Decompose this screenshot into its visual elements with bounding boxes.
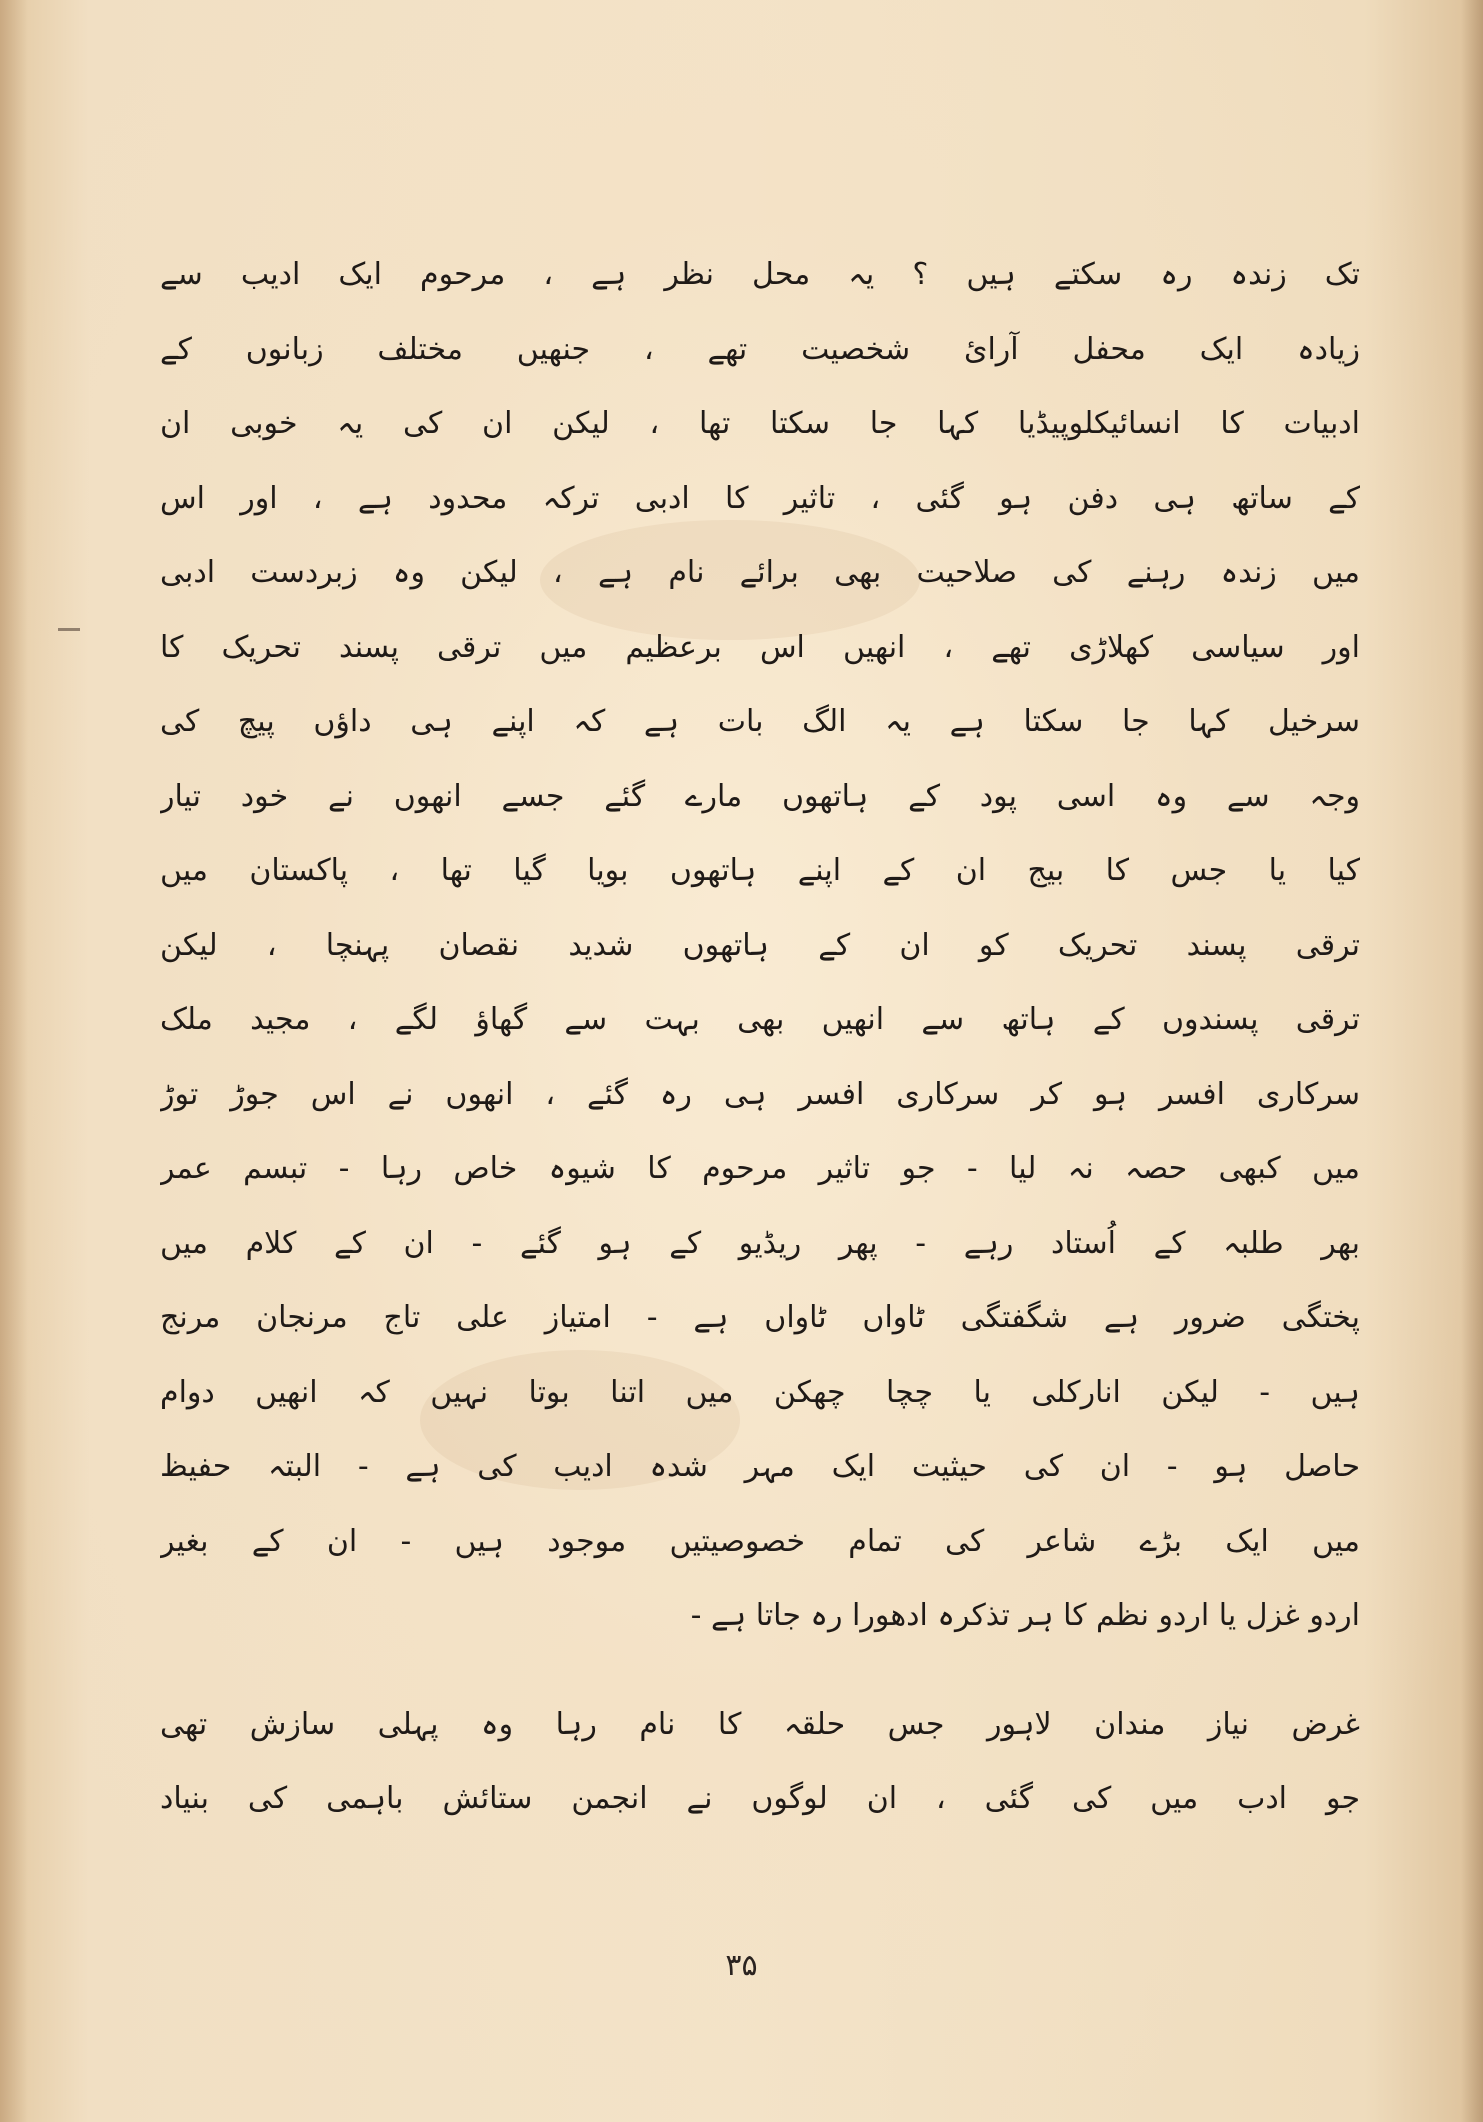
text-line: جو ادب میں کی گئی ، ان لوگوں نے انجمن ستائش باہمی کی بنیاد [160,1781,1360,1816]
paragraph-1 [160,238,1360,1654]
text-line: وجہ سے وہ اسی پود کے ہاتھوں مارے گئے جسے انھوں نے خود تیار [160,778,1360,814]
text-line: پختگی ضرور ہے شگفتگی ٹاواں ٹاواں ہے - امتیاز علی تاج مرنجان مرنج [160,1300,1360,1335]
text-line: زیادہ ایک محفل آرائ شخصیت تھے ، جنھیں مختلف زبانوں کے [160,331,1360,367]
page-number: ۳۵ [725,1948,758,1983]
text-line: میں ایک بڑے شاعر کی تمام خصوصیتیں موجود ہیں - ان کے بغیر [160,1523,1360,1559]
body-text [160,238,1360,1837]
margin-mark [58,628,80,631]
text-line: کیا یا جس کا بیج ان کے اپنے ہاتھوں بویا گیا تھا ، پاکستان میں [160,853,1360,888]
text-line: ادبیات کا انسائیکلوپیڈیا کہا جا سکتا تھا ، لیکن ان کی یہ خوبی ان [160,406,1360,441]
text-line: بھر طلبہ کے اُستاد رہے - پھر ریڈیو کے ہو گئے - ان کے کلام میں [160,1225,1360,1261]
text-line: ترقی پسند تحریک کو ان کے ہاتھوں شدید نقصان پہنچا ، لیکن [160,927,1360,963]
text-line: اور سیاسی کھلاڑی تھے ، انھیں اس برعظیم میں ترقی پسند تحریک کا [160,629,1360,665]
text-line: ترقی پسندوں کے ہاتھ سے انھیں بھی بہت سے گھاؤ لگے ، مجید ملک [160,1002,1360,1037]
text-line: تک زندہ رہ سکتے ہیں ؟ یہ محل نظر ہے ، مرحوم ایک ادیب سے [160,257,1360,292]
text-line: اردو غزل یا اردو نظم کا ہر تذکرہ ادھورا رہ جاتا ہے - [690,1598,1360,1633]
text-line: میں کبھی حصہ نہ لیا - جو تاثیر مرحوم کا شیوہ خاص رہا - تبسم عمر [160,1151,1360,1186]
text-line: غرض نیاز مندان لاہور جس حلقہ کا نام رہا وہ پہلی سازش تھی [160,1706,1360,1742]
paragraph-2 [160,1688,1360,1837]
right-page-edge [1461,0,1483,2122]
text-line: کے ساتھ ہی دفن ہو گئی ، تاثیر کا ادبی ترکہ محدود ہے ، اور اس [160,480,1360,516]
text-line: سرکاری افسر ہو کر سرکاری افسر ہی رہ گئے ، انھوں نے اس جوڑ توڑ [160,1076,1360,1112]
text-line: ہیں - لیکن انارکلی یا چچا چھکن میں اتنا بوتا نہیں کہ انھیں دوام [160,1374,1360,1410]
left-page-edge [0,0,28,2122]
text-line: سرخیل کہا جا سکتا ہے یہ الگ بات ہے کہ اپنے ہی داؤں پیچ کی [160,704,1360,739]
text-line: حاصل ہو - ان کی حیثیت ایک مہر شدہ ادیب کی ہے - البتہ حفیظ [160,1449,1360,1484]
text-line: میں زندہ رہنے کی صلاحیت بھی برائے نام ہے ، لیکن وہ زبردست ادبی [160,555,1360,590]
paragraph-gap [160,1654,1360,1688]
